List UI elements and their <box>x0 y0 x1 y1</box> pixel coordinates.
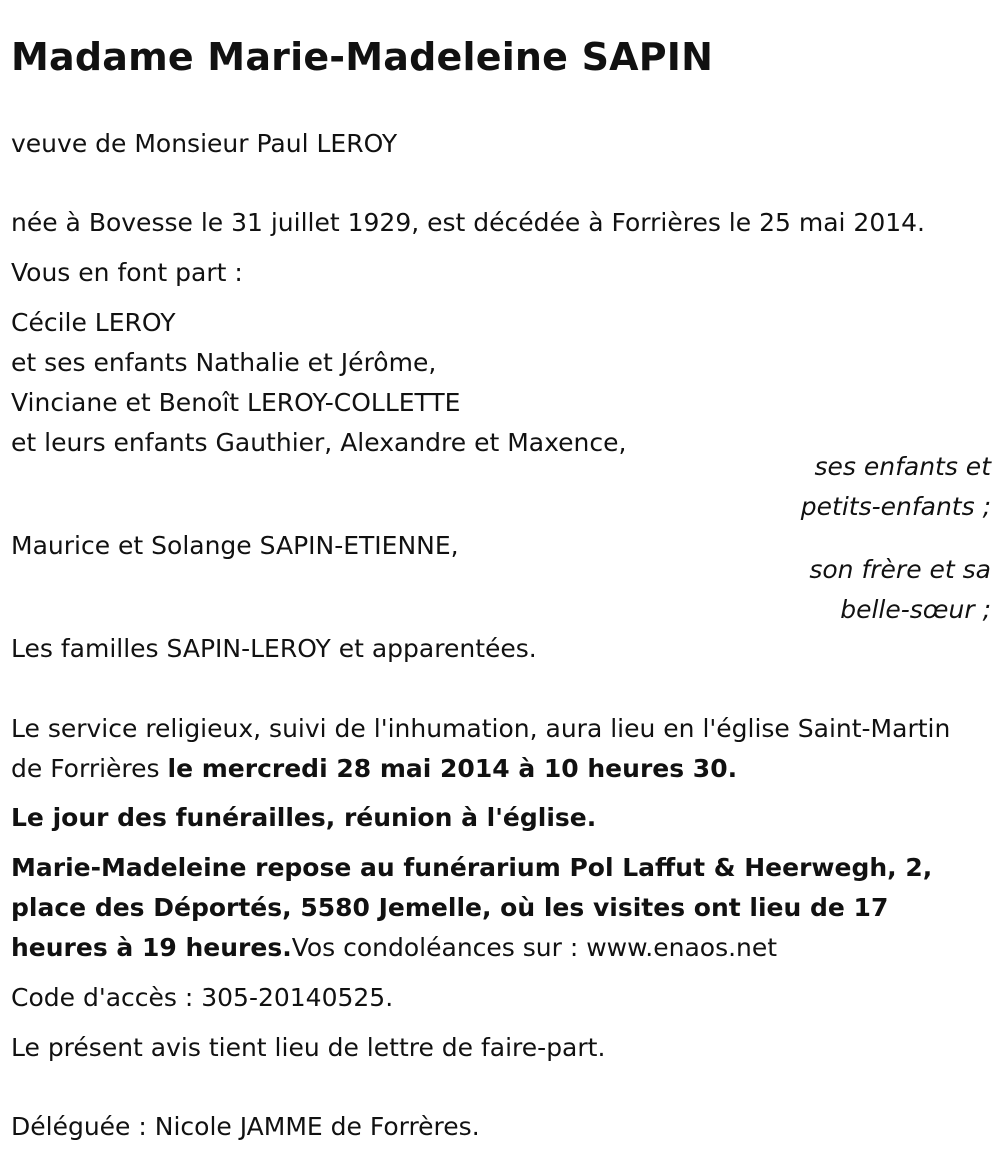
sibling-role-line: belle-sœur ; <box>840 595 991 624</box>
page-title: Madame Marie-Madeleine SAPIN <box>11 35 714 79</box>
families-line: Les familles SAPIN-LEROY et apparentées. <box>11 634 537 663</box>
child-line: Cécile LEROY <box>11 308 176 337</box>
service-paragraph <box>11 709 989 789</box>
sibling-role-line: son frère et sa <box>809 555 991 584</box>
child-line: et ses enfants Nathalie et Jérôme, <box>11 348 437 377</box>
announce-line: Vous en font part : <box>11 258 243 287</box>
birth-death-line: née à Bovesse le 31 juillet 1929, est décédée à Forrières le 25 mai 2014. <box>11 208 925 237</box>
rest-text: Marie-Madeleine repose au funérarium Pol Laffut & Heerwegh, 2, place des Déportés, 5580 Jemelle, où les visites ont lieu de 17 heures à 19 heures. <box>11 853 933 962</box>
children-role-line: ses enfants et <box>814 452 991 481</box>
widow-of-line: veuve de Monsieur Paul LEROY <box>11 129 398 158</box>
access-code-line: Code d'accès : 305-20140525. <box>11 983 394 1012</box>
delegate-line: Déléguée : Nicole JAMME de Forrères. <box>11 1112 480 1141</box>
notice-note-line: Le présent avis tient lieu de lettre de faire-part. <box>11 1033 606 1062</box>
children-role-line: petits-enfants ; <box>800 492 991 521</box>
sibling-line: Maurice et Solange SAPIN-ETIENNE, <box>11 531 459 560</box>
rest-paragraph <box>11 848 989 968</box>
condolences-text: Vos condoléances sur : www.enaos.net <box>291 933 778 962</box>
meeting-line: Le jour des funérailles, réunion à l'église. <box>11 803 597 832</box>
service-text: Le service religieux, suivi de l'inhumation, aura lieu en l'église Saint-Martin de Forrières <box>11 714 951 783</box>
service-date: le mercredi 28 mai 2014 à 10 heures 30. <box>167 754 738 783</box>
child-line: et leurs enfants Gauthier, Alexandre et Maxence, <box>11 428 627 457</box>
child-line: Vinciane et Benoît LEROY-COLLETTE <box>11 388 461 417</box>
